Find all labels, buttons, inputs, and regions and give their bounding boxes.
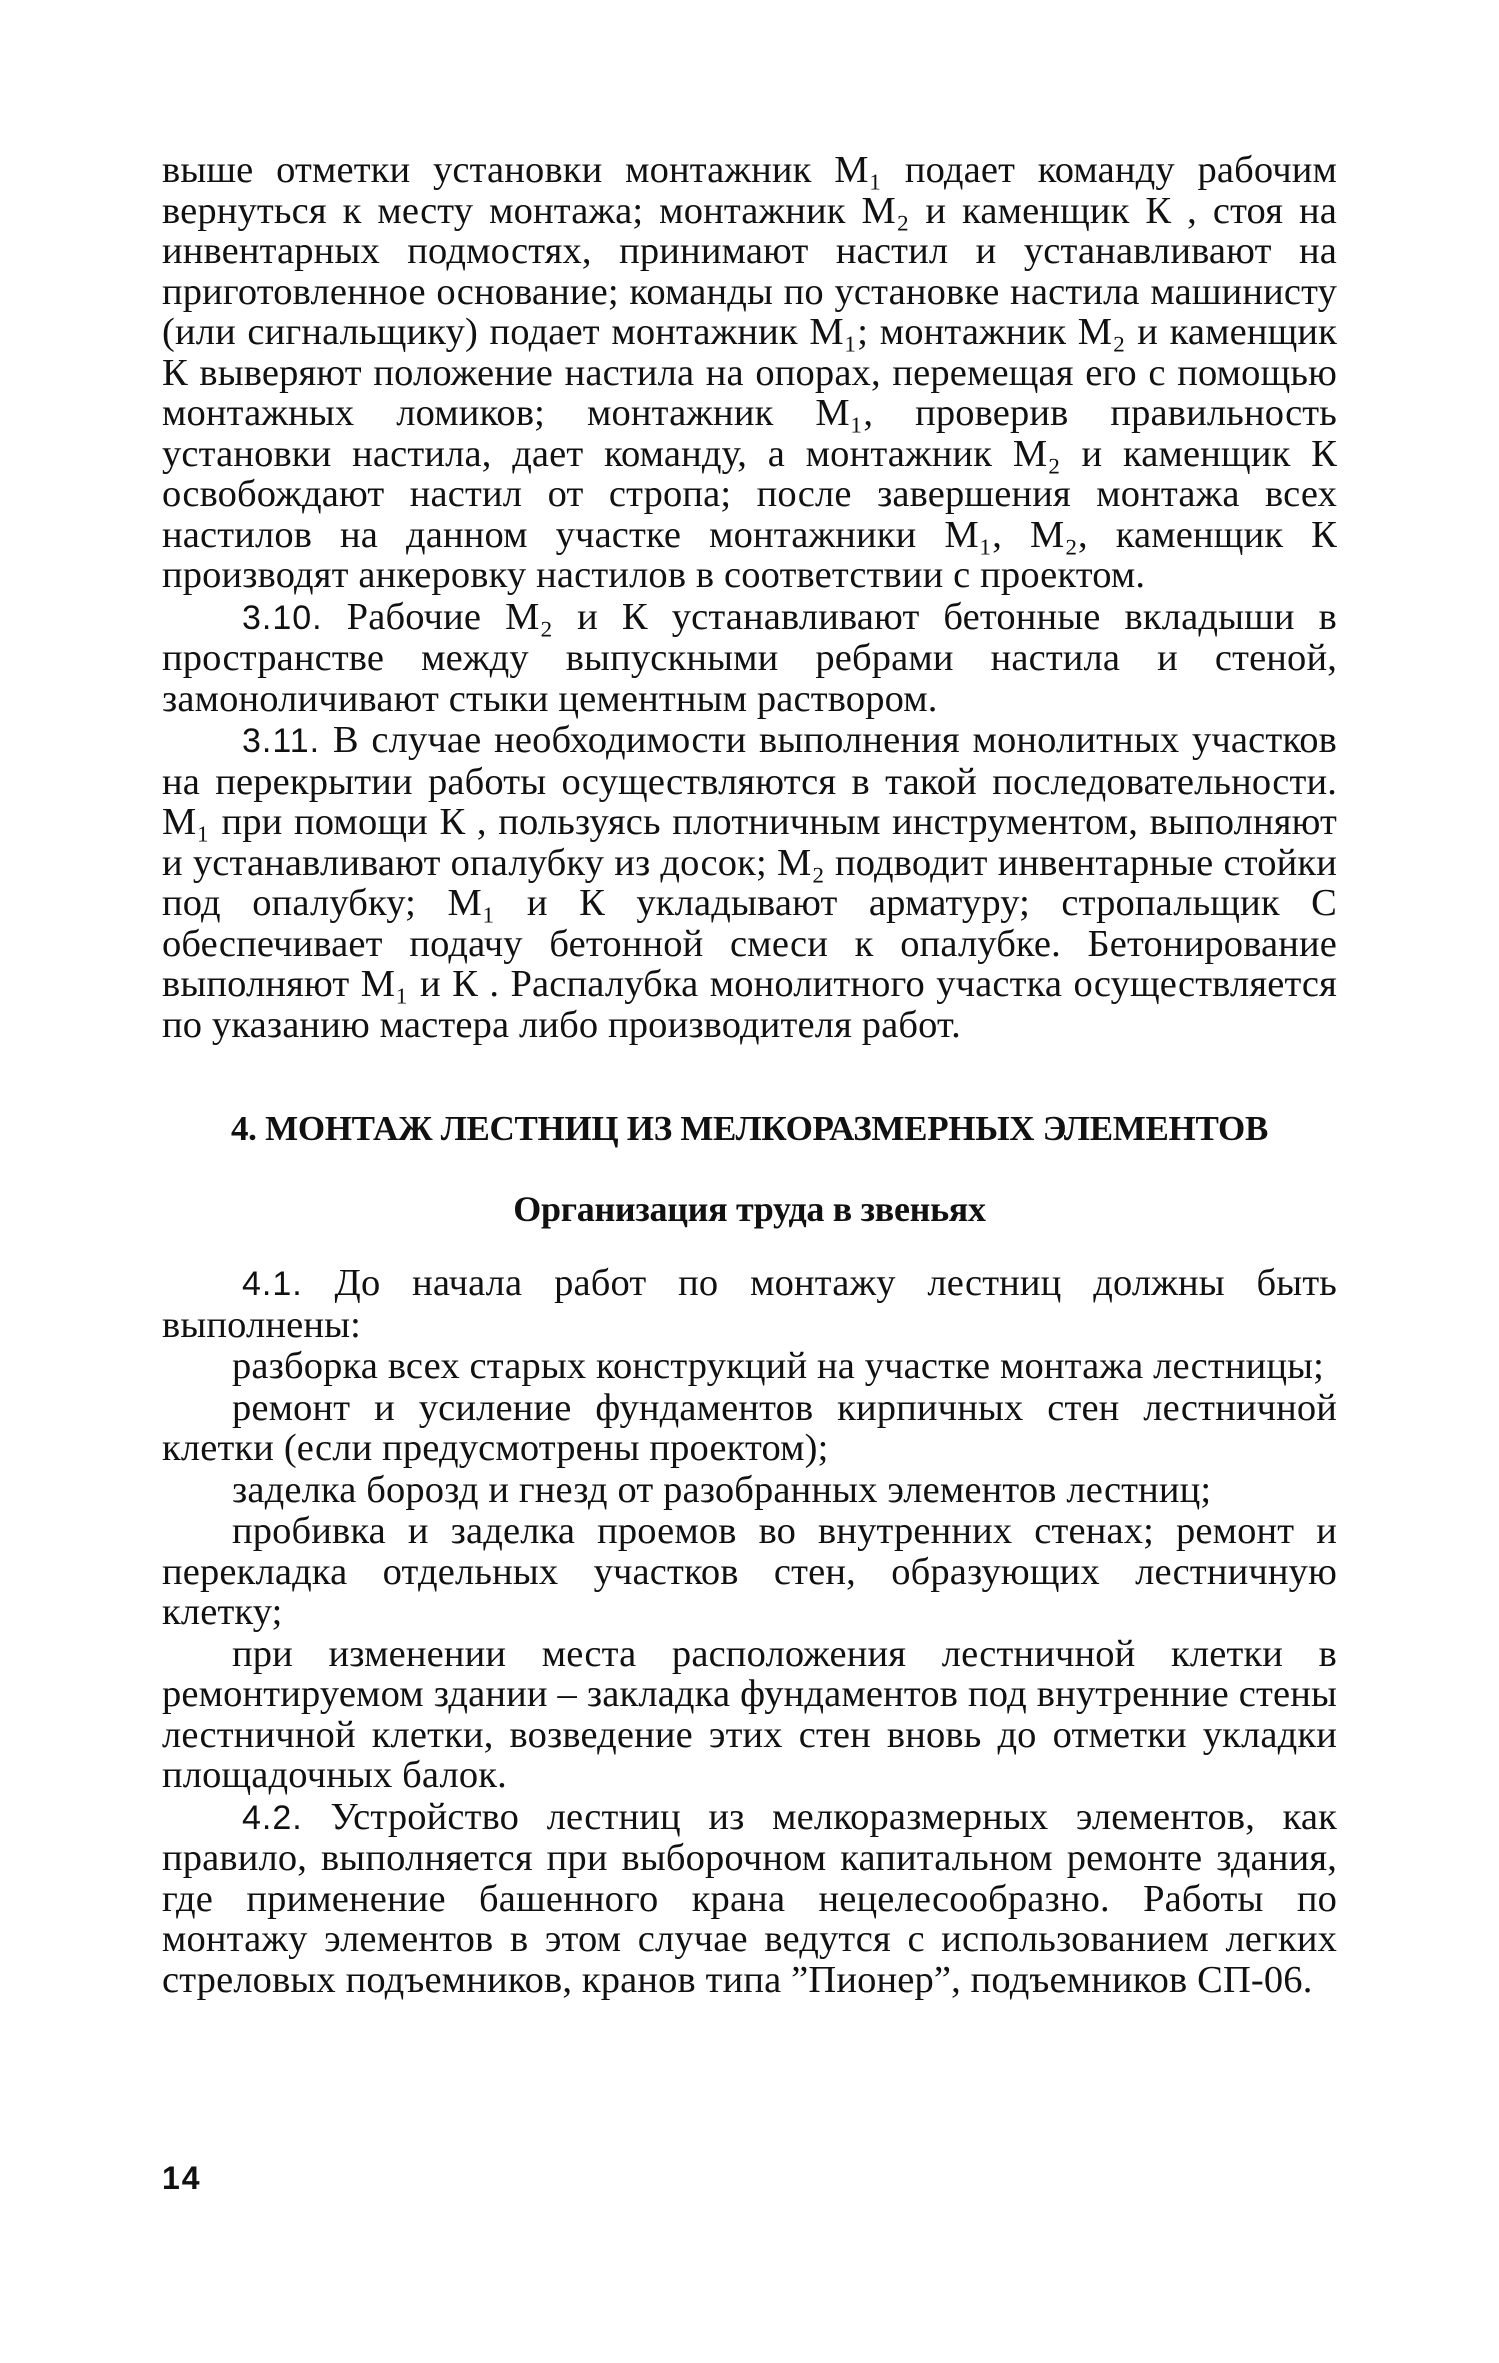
paragraph-continuation: выше отметки установки монтажник М₁ подает команду рабочим вернуться к месту монтажа; монтажник М₂ и каменщик К , стоя на инвентарных подмостях, принимают настил и устанавливают на приготовленное основание; команды по установке настила машинисту (или сигнальщику) подает монтажник М₁; монтажник М₂ и каменщик К выверяют положение настила на опорах, перемещая его с помощью монтажных ломиков; монтажник М₁, проверив правильность установки настила, дает команду, а монтажник М₂ и каменщик К освобождают настил от стропа; после завершения монтажа всех настилов на данном участке монтажники М₁, М₂, каменщик К производят анкеровку настилов в соответствии с проектом. <box>162 149 1337 596</box>
paragraph-3-10 <box>162 597 1337 720</box>
clause-number: 3.11. <box>242 722 321 760</box>
list-item: ремонт и усиление фундаментов кирпичных стен лестничной клетки (если предусмотрены проектом); <box>162 1386 1337 1469</box>
paragraph-4-1 <box>162 1263 1337 1345</box>
section-title: 4. МОНТАЖ ЛЕСТНИЦ ИЗ МЕЛКОРАЗМЕРНЫХ ЭЛЕМЕНТОВ <box>230 1109 1269 1148</box>
paragraph-4-2 <box>162 1797 1337 2001</box>
clause-number: 4.2. <box>242 1798 303 1837</box>
clause-number: 4.1. <box>242 1265 303 1303</box>
section-subtitle: Организация труда в звеньях <box>513 1189 986 1229</box>
list-item: заделка борозд и гнезд от разобранных элементов лестниц; <box>232 1468 1212 1511</box>
page-body <box>162 150 1337 2001</box>
clause-number: 3.10. <box>242 598 323 637</box>
paragraph-3-11 <box>162 720 1337 1045</box>
list-item: пробивка и заделка проемов во внутренних стенах; ремонт и перекладка отдельных участков стен, образующих лестничную клетку; <box>162 1510 1337 1633</box>
clause-text: Устройство лестниц из мелкоразмерных элементов, как правило, выполняется при выборочном капитальном ремонте здания, где применение башенного крана нецелесообразно. Работы по монтажу элементов в этом случае ведутся с использованием легких стреловых подъемников, кранов типа ”Пионер”, подъемников СП-06. <box>162 1795 1337 2001</box>
clause-text: В случае необходимости выполнения монолитных участков на перекрытии работы осуществляются в такой последовательности. М₁ при помощи К , пользуясь плотничным инструментом, выполняют и устанавливают опалубку из досок; М₂ подводит инвентарные стойки под опалубку; М₁ и К укладывают арматуру; стропальщик С обеспечивает подачу бетонной смеси к опалубке. Бетонирование выполняют М₁ и К . Распалубка монолитного участка осуществляется по указанию мастера либо производителя работ. <box>162 719 1338 1046</box>
list-item: при изменении места расположения лестничной клетки в ремонтируемом здании – закладка фундаментов под внутренние стены лестничной клетки, возведение этих стен вновь до отметки укладки площадочных балок. <box>162 1632 1337 1796</box>
list-item: разборка всех старых конструкций на участке монтажа лестницы; <box>232 1345 1325 1387</box>
page-number: 14 <box>162 2160 202 2196</box>
clause-text: Рабочие М₂ и К устанавливают бетонные вкладыши в пространстве между выпускными ребрами настила и стеной, замоноличивают стыки цементным раствором. <box>162 595 1337 720</box>
clause-text: До начала работ по монтажу лестниц должны быть выполнены: <box>162 1262 1337 1346</box>
